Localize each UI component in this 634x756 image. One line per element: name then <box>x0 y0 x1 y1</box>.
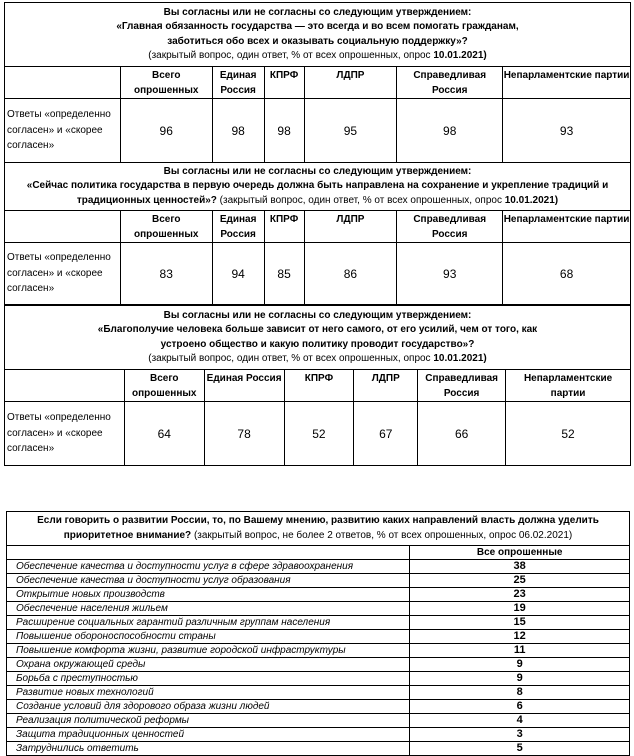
col-header-total: Всего опрошенных <box>124 370 204 402</box>
priority-value: 15 <box>410 616 630 630</box>
col-header-er: Единая Россия <box>212 67 264 99</box>
value-sr: 93 <box>397 243 503 305</box>
priority-label: Создание условий для здорового образа жизни людей <box>7 700 410 714</box>
priority-label: Расширение социальных гарантий различным группам населения <box>7 616 410 630</box>
question-meta: (закрытый вопрос, не более 2 ответов, % от всех опрошенных, опрос <box>193 529 517 541</box>
question-date: 06.02.2021) <box>518 529 573 541</box>
header-empty <box>5 370 125 402</box>
priority-label: Обеспечение населения жильем <box>7 602 410 616</box>
col-header-sr: Справедливая Россия <box>397 211 503 243</box>
value-total: 83 <box>120 243 212 305</box>
col-header-kprf: КПРФ <box>264 211 304 243</box>
question-meta: (закрытый вопрос, один ответ, % от всех опрошенных, опрос <box>219 194 502 206</box>
question-cell <box>5 3 631 67</box>
priority-label: Реализация политической реформы <box>7 714 410 728</box>
question-intro: Вы согласны или не согласны со следующим утверждением: <box>163 309 472 321</box>
value-kprf: 98 <box>264 99 304 163</box>
table-row <box>7 728 630 742</box>
survey-table-2 <box>4 162 631 305</box>
value-sr: 98 <box>397 99 503 163</box>
col-header-nonparl: Непарламентские партии <box>506 370 631 402</box>
question-cell <box>7 512 630 546</box>
priority-label: Затруднились ответить <box>7 742 410 756</box>
priority-label: Защита традиционных ценностей <box>7 728 410 742</box>
priority-label: Охрана окружающей среды <box>7 658 410 672</box>
header-empty <box>5 67 121 99</box>
col-header-ldpr: ЛДПР <box>354 370 418 402</box>
value-nonparl: 52 <box>506 402 631 466</box>
table-row <box>7 560 630 574</box>
col-header-ldpr: ЛДПР <box>304 211 397 243</box>
table-row <box>7 714 630 728</box>
question-intro: Вы согласны или не согласны со следующим утверждением: <box>163 166 472 178</box>
col-header-ldpr: ЛДПР <box>304 67 397 99</box>
col-header-kprf: КПРФ <box>284 370 354 402</box>
col-header-total: Всего опрошенных <box>120 67 212 99</box>
question-cell <box>5 163 631 211</box>
question-statement: «Главная обязанность государства — это всегда и во всем помогать гражданам, заботиться обо всех и оказывать социальную поддержку»? <box>116 21 519 47</box>
table-row <box>7 658 630 672</box>
priority-value: 38 <box>410 560 630 574</box>
question-text: Если говорить о развитии России, то, по Вашему мнению, развитию каких направлений власть должна уделить приоритетное внимание? <box>37 515 599 541</box>
table-row <box>7 588 630 602</box>
row-label: Ответы «определенно согласен» и «скорее согласен» <box>5 243 121 305</box>
question-date: 10.01.2021) <box>433 49 487 61</box>
value-ldpr: 95 <box>304 99 397 163</box>
priority-value: 5 <box>410 742 630 756</box>
survey-table-1 <box>4 2 631 163</box>
priority-value: 4 <box>410 714 630 728</box>
row-label: Ответы «определенно согласен» и «скорее согласен» <box>5 99 121 163</box>
table-row <box>7 700 630 714</box>
table-row <box>7 686 630 700</box>
col-header-all: Все опрошенные <box>410 546 630 560</box>
table-row <box>7 672 630 686</box>
header-empty <box>7 546 410 560</box>
col-header-nonparl: Непарламентские партии <box>503 211 631 243</box>
table-row <box>7 742 630 756</box>
priority-value: 6 <box>410 700 630 714</box>
priorities-table <box>6 511 630 756</box>
col-header-kprf: КПРФ <box>264 67 304 99</box>
table-row <box>7 616 630 630</box>
value-ldpr: 67 <box>354 402 418 466</box>
table-row <box>7 630 630 644</box>
priority-value: 11 <box>410 644 630 658</box>
value-er: 78 <box>204 402 284 466</box>
col-header-nonparl: Непарламентские партии <box>503 67 631 99</box>
survey-table-3 <box>4 305 631 466</box>
col-header-sr: Справедливая Россия <box>418 370 506 402</box>
col-header-er: Единая Россия <box>212 211 264 243</box>
priority-value: 9 <box>410 672 630 686</box>
value-kprf: 52 <box>284 402 354 466</box>
question-statement: «Сейчас политика государства в первую очередь должна быть направлена на сохранение и укрепление традиций и традиционных ценностей»? <box>26 180 609 206</box>
table-row <box>7 602 630 616</box>
priority-label: Развитие новых технологий <box>7 686 410 700</box>
priority-value: 23 <box>410 588 630 602</box>
question-cell <box>5 306 631 370</box>
priority-label: Обеспечение качества и доступности услуг образования <box>7 574 410 588</box>
question-statement: «Благополучие человека больше зависит от него самого, от его усилий, чем от того, как устроено общество и какую политику проводит государство»? <box>97 324 538 350</box>
priority-value: 3 <box>410 728 630 742</box>
value-ldpr: 86 <box>304 243 397 305</box>
table-row <box>7 574 630 588</box>
row-label: Ответы «определенно согласен» и «скорее согласен» <box>5 402 125 466</box>
value-total: 96 <box>120 99 212 163</box>
value-nonparl: 68 <box>503 243 631 305</box>
value-sr: 66 <box>418 402 506 466</box>
col-header-total: Всего опрошенных <box>120 211 212 243</box>
value-er: 94 <box>212 243 264 305</box>
priority-value: 9 <box>410 658 630 672</box>
priority-label: Повышение обороноспособности страны <box>7 630 410 644</box>
question-meta: (закрытый вопрос, один ответ, % от всех опрошенных, опрос <box>148 49 431 61</box>
priority-label: Борьба с преступностью <box>7 672 410 686</box>
priority-value: 12 <box>410 630 630 644</box>
priority-label: Открытие новых производств <box>7 588 410 602</box>
question-date: 10.01.2021) <box>504 194 559 206</box>
question-meta: (закрытый вопрос, один ответ, % от всех опрошенных, опрос <box>148 352 431 364</box>
priority-value: 25 <box>410 574 630 588</box>
header-empty <box>5 211 121 243</box>
value-kprf: 85 <box>264 243 304 305</box>
priority-label: Обеспечение качества и доступности услуг в сфере здравоохранения <box>7 560 410 574</box>
value-total: 64 <box>124 402 204 466</box>
col-header-sr: Справедливая Россия <box>397 67 503 99</box>
question-intro: Вы согласны или не согласны со следующим утверждением: <box>163 6 472 18</box>
table-row <box>7 644 630 658</box>
col-header-er: Единая Россия <box>204 370 284 402</box>
priority-label: Повышение комфорта жизни, развитие городской инфраструктуры <box>7 644 410 658</box>
question-date: 10.01.2021) <box>433 352 487 364</box>
value-nonparl: 93 <box>503 99 631 163</box>
value-er: 98 <box>212 99 264 163</box>
priority-value: 8 <box>410 686 630 700</box>
priority-value: 19 <box>410 602 630 616</box>
